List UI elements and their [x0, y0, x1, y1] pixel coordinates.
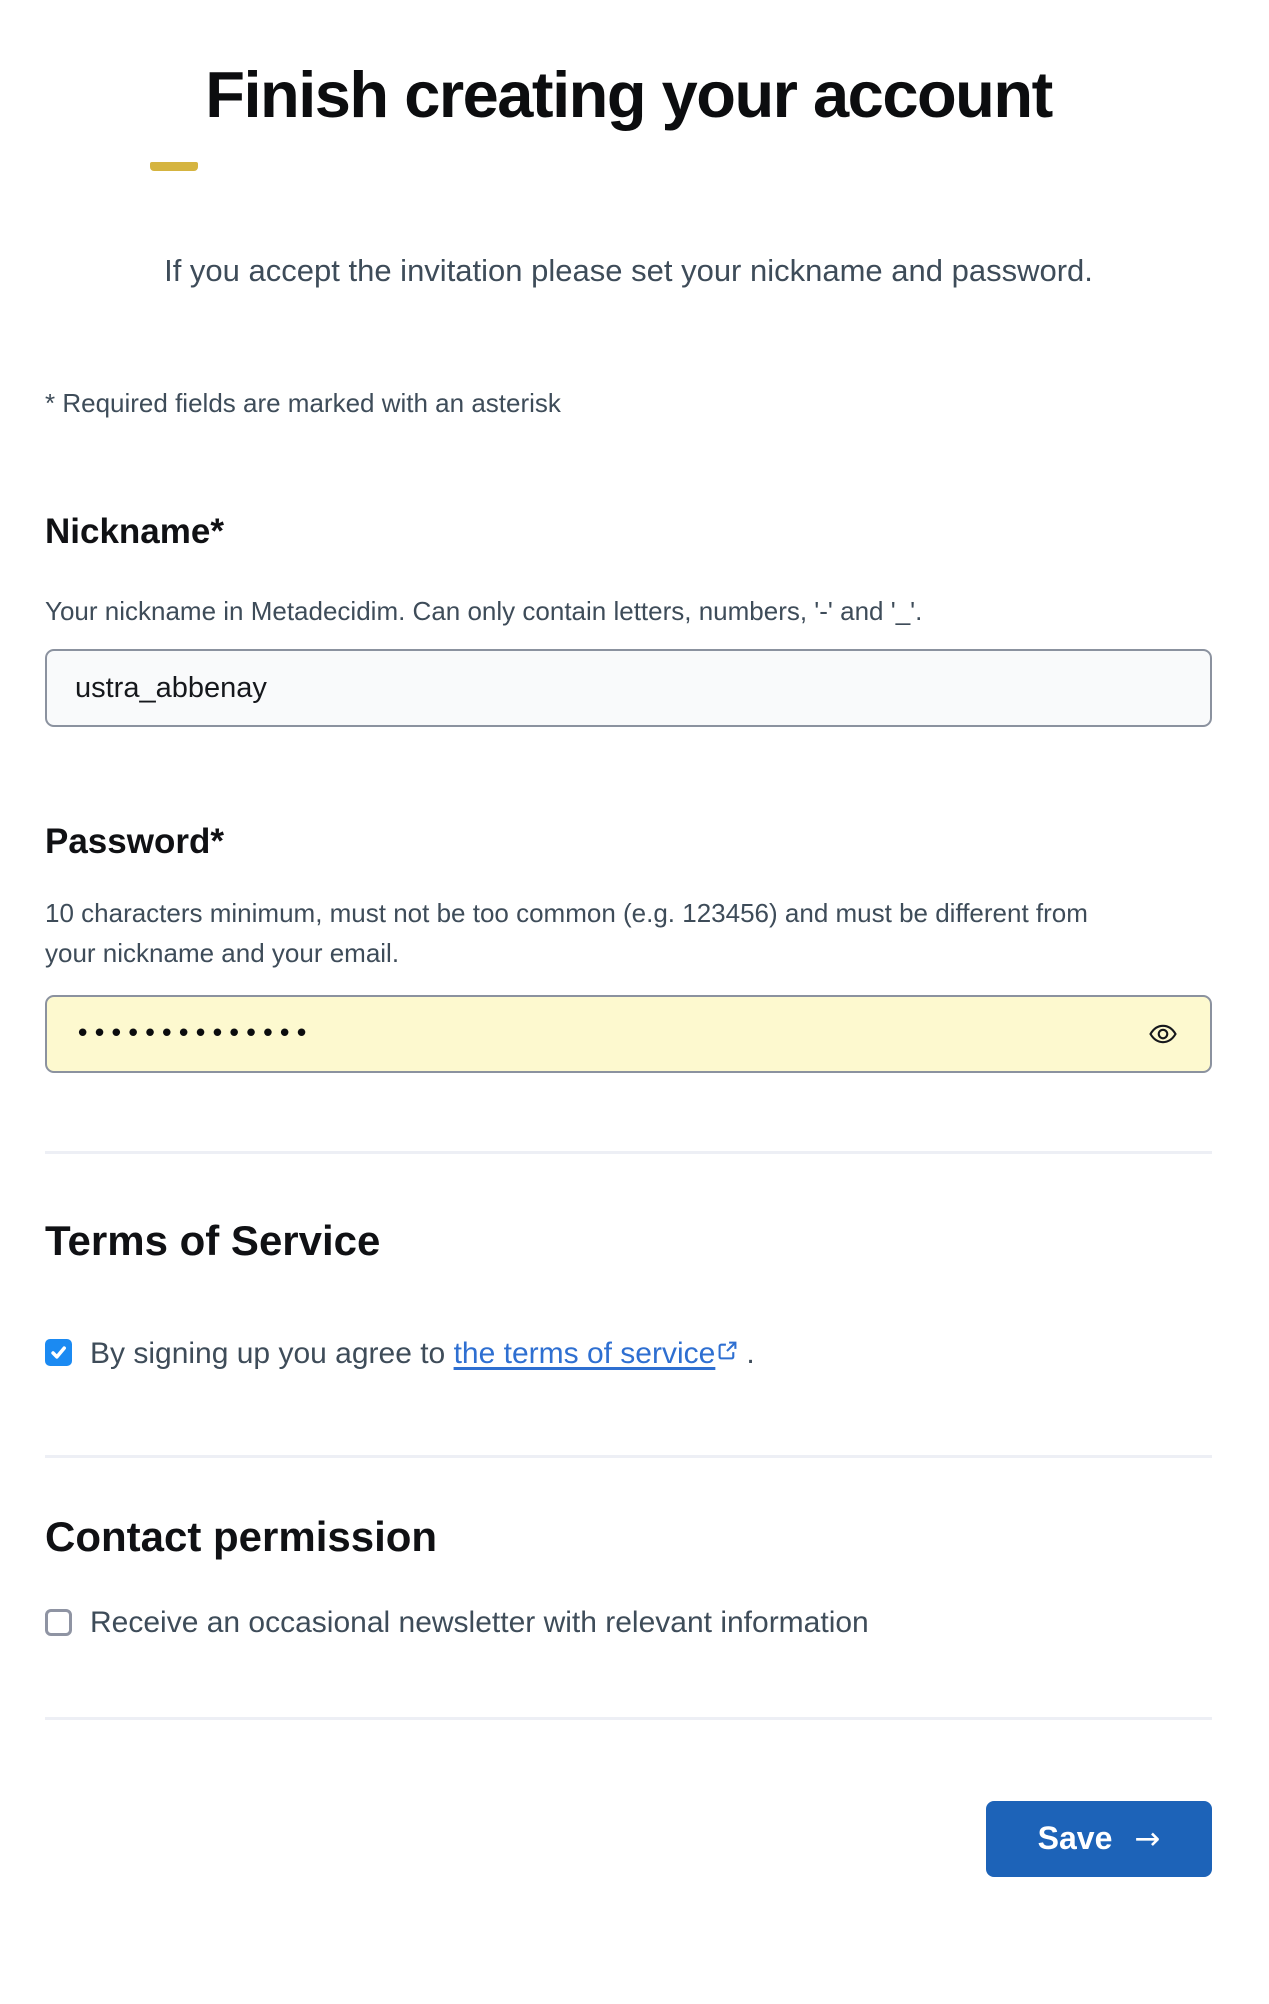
password-input[interactable] [45, 995, 1212, 1073]
newsletter-checkbox-label: Receive an occasional newsletter with relevant information [90, 1605, 869, 1639]
nickname-input[interactable] [45, 649, 1212, 727]
terms-checkbox-label [90, 1332, 755, 1373]
invitation-form [45, 0, 1212, 1877]
password-help-text: 10 characters minimum, must not be too common (e.g. 123456) and must be different from your nickname and your email. [45, 897, 1088, 969]
terms-label-suffix: . [746, 1337, 755, 1371]
show-password-icon[interactable] [1144, 1015, 1182, 1053]
nickname-label: Nickname* [45, 512, 224, 552]
terms-of-service-link[interactable]: the terms of service [453, 1337, 716, 1371]
required-fields-note: * Required fields are marked with an asterisk [45, 388, 561, 419]
section-divider [45, 1455, 1212, 1458]
terms-heading: Terms of Service [45, 1216, 381, 1264]
password-label: Password* [45, 822, 224, 862]
newsletter-checkbox-row [45, 1603, 1212, 1642]
checkmark-icon [49, 1343, 68, 1362]
title-accent-underline [150, 162, 198, 171]
external-link-icon [717, 1332, 738, 1371]
save-button[interactable] [986, 1801, 1212, 1877]
save-button-label: Save [1037, 1820, 1113, 1857]
nickname-help-text: Your nickname in Metadecidim. Can only contain letters, numbers, '-' and '_'. [45, 595, 923, 626]
nickname-input-value: ustra_abbenay [75, 671, 267, 704]
page-subtitle: If you accept the invitation please set your nickname and password. [164, 253, 1093, 288]
section-divider [45, 1151, 1212, 1154]
contact-permission-heading: Contact permission [45, 1513, 438, 1561]
terms-label-prefix: By signing up you agree to [90, 1337, 454, 1371]
page-title: Finish creating your account [205, 58, 1052, 131]
arrow-right-icon: → [1134, 1820, 1161, 1857]
section-divider [45, 1717, 1212, 1720]
terms-checkbox-row [45, 1332, 1212, 1373]
terms-checkbox[interactable] [45, 1339, 72, 1366]
form-actions [45, 1801, 1212, 1877]
newsletter-checkbox[interactable] [45, 1609, 72, 1636]
password-masked-value: •••••••••••••• [75, 1018, 311, 1049]
